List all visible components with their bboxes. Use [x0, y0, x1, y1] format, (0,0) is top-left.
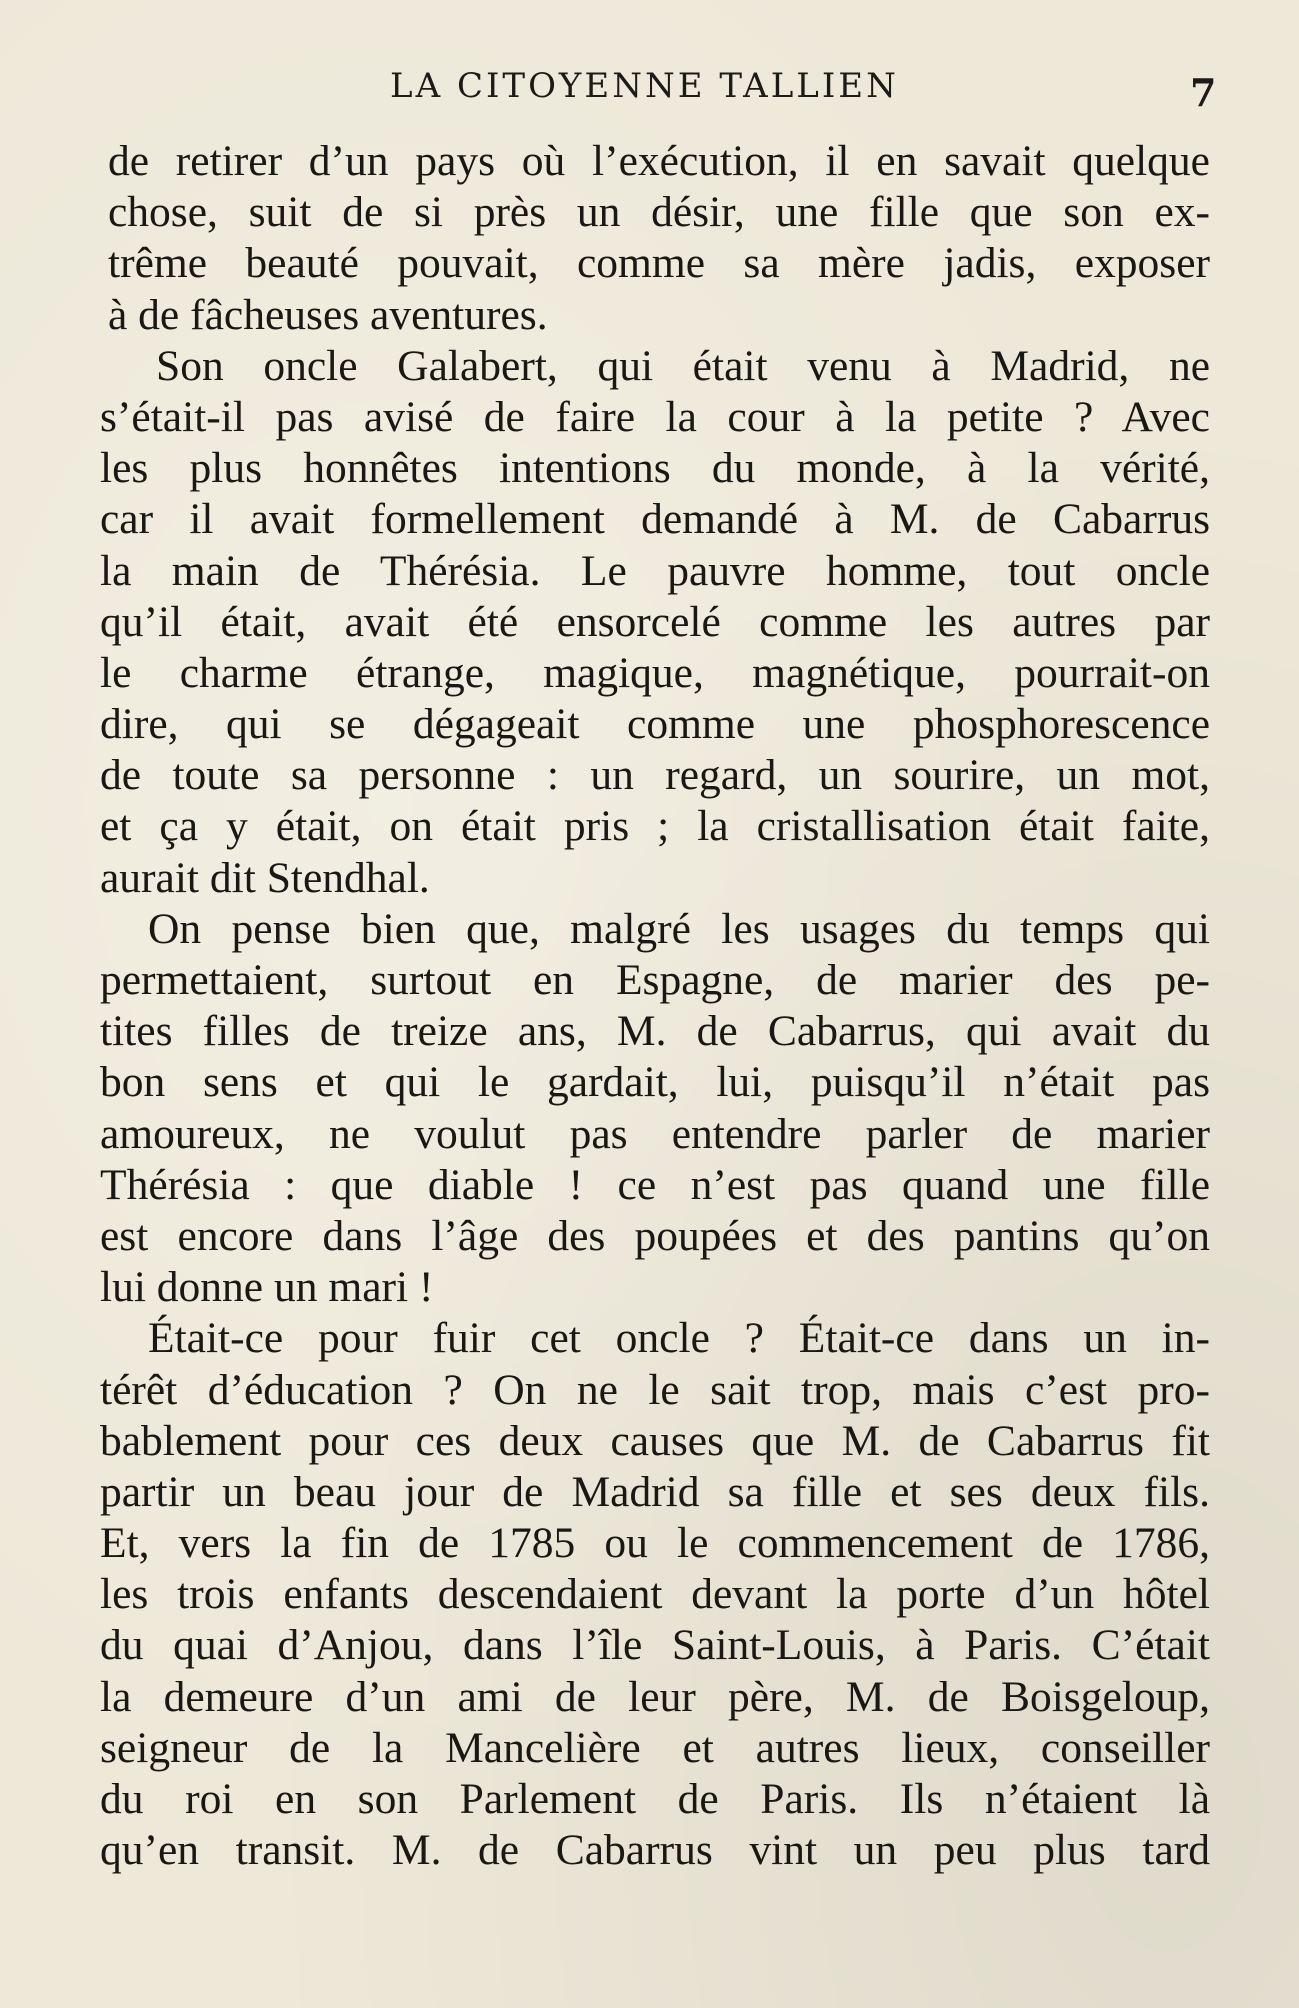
text-line: Et, vers la fin de 1785 ou le commencement de 1786,: [100, 1519, 1210, 1568]
text-line: qu’il était, avait été ensorcelé comme les autres par: [100, 597, 1210, 646]
text-line: bablement pour ces deux causes que M. de Cabarrus fit: [100, 1416, 1210, 1465]
text-line: bon sens et qui le gardait, lui, puisqu’il n’était pas: [100, 1058, 1210, 1107]
text-line: trême beauté pouvait, comme sa mère jadis, exposer: [108, 239, 1210, 288]
text-line: seigneur de la Mancelière et autres lieux, conseiller: [100, 1723, 1210, 1772]
text-line: les trois enfants descendaient devant la porte d’un hôtel: [100, 1570, 1210, 1619]
text-line: les plus honnêtes intentions du monde, à la vérité,: [100, 444, 1210, 493]
running-head: LA CITOYENNE TALLIEN: [390, 66, 899, 106]
text-line: du roi en son Parlement de Paris. Ils n’étaient là: [100, 1775, 1210, 1823]
text-line: dire, qui se dégageait comme une phosphorescence: [100, 700, 1210, 749]
text-line: du quai d’Anjou, dans l’île Saint-Louis, à Paris. C’était: [100, 1621, 1210, 1670]
text-line: amoureux, ne voulut pas entendre parler de marier: [100, 1109, 1210, 1158]
text-line: car il avait formellement demandé à M. de Cabarrus: [100, 495, 1210, 544]
text-body: [100, 136, 1210, 1876]
text-line: le charme étrange, magique, magnétique, pourrait-on: [100, 648, 1210, 697]
text-line: chose, suit de si près un désir, une fille que son ex-: [108, 188, 1210, 237]
text-line: partir un beau jour de Madrid sa fille et ses deux fils.: [100, 1467, 1210, 1516]
text-line: de toute sa personne : un regard, un sourire, un mot,: [100, 751, 1210, 800]
text-line: On pense bien que, malgré les usages du temps qui: [148, 904, 1210, 953]
text-line: la main de Thérésia. Le pauvre homme, tout oncle: [100, 546, 1210, 595]
text-line: lui donne un mari !: [100, 1263, 434, 1312]
text-line: Son oncle Galabert, qui était venu à Madrid, ne: [156, 341, 1210, 390]
text-line: tites filles de treize ans, M. de Cabarrus, qui avait du: [100, 1007, 1210, 1056]
text-line: térêt d’éducation ? On ne le sait trop, mais c’est pro-: [100, 1365, 1210, 1414]
text-line: aurait dit Stendhal.: [100, 853, 430, 902]
text-line: qu’en transit. M. de Cabarrus vint un peu plus tard: [100, 1826, 1210, 1875]
page-number: 7: [1190, 70, 1217, 115]
text-line: permettaient, surtout en Espagne, de marier des pe-: [100, 956, 1210, 1004]
text-line: la demeure d’un ami de leur père, M. de Boisgeloup,: [100, 1672, 1210, 1721]
text-line: Thérésia : que diable ! ce n’est pas quand une fille: [100, 1160, 1210, 1209]
text-line: est encore dans l’âge des poupées et des pantins qu’on: [100, 1211, 1210, 1260]
text-line: Était-ce pour fuir cet oncle ? Était-ce dans un in-: [148, 1314, 1210, 1363]
text-line: s’était-il pas avisé de faire la cour à la petite ? Avec: [100, 392, 1210, 441]
text-line: et ça y était, on était pris ; la cristallisation était faite,: [100, 802, 1210, 851]
text-line: de retirer d’un pays où l’exécution, il en savait quelque: [108, 137, 1210, 185]
text-line: à de fâcheuses aventures.: [108, 290, 548, 339]
